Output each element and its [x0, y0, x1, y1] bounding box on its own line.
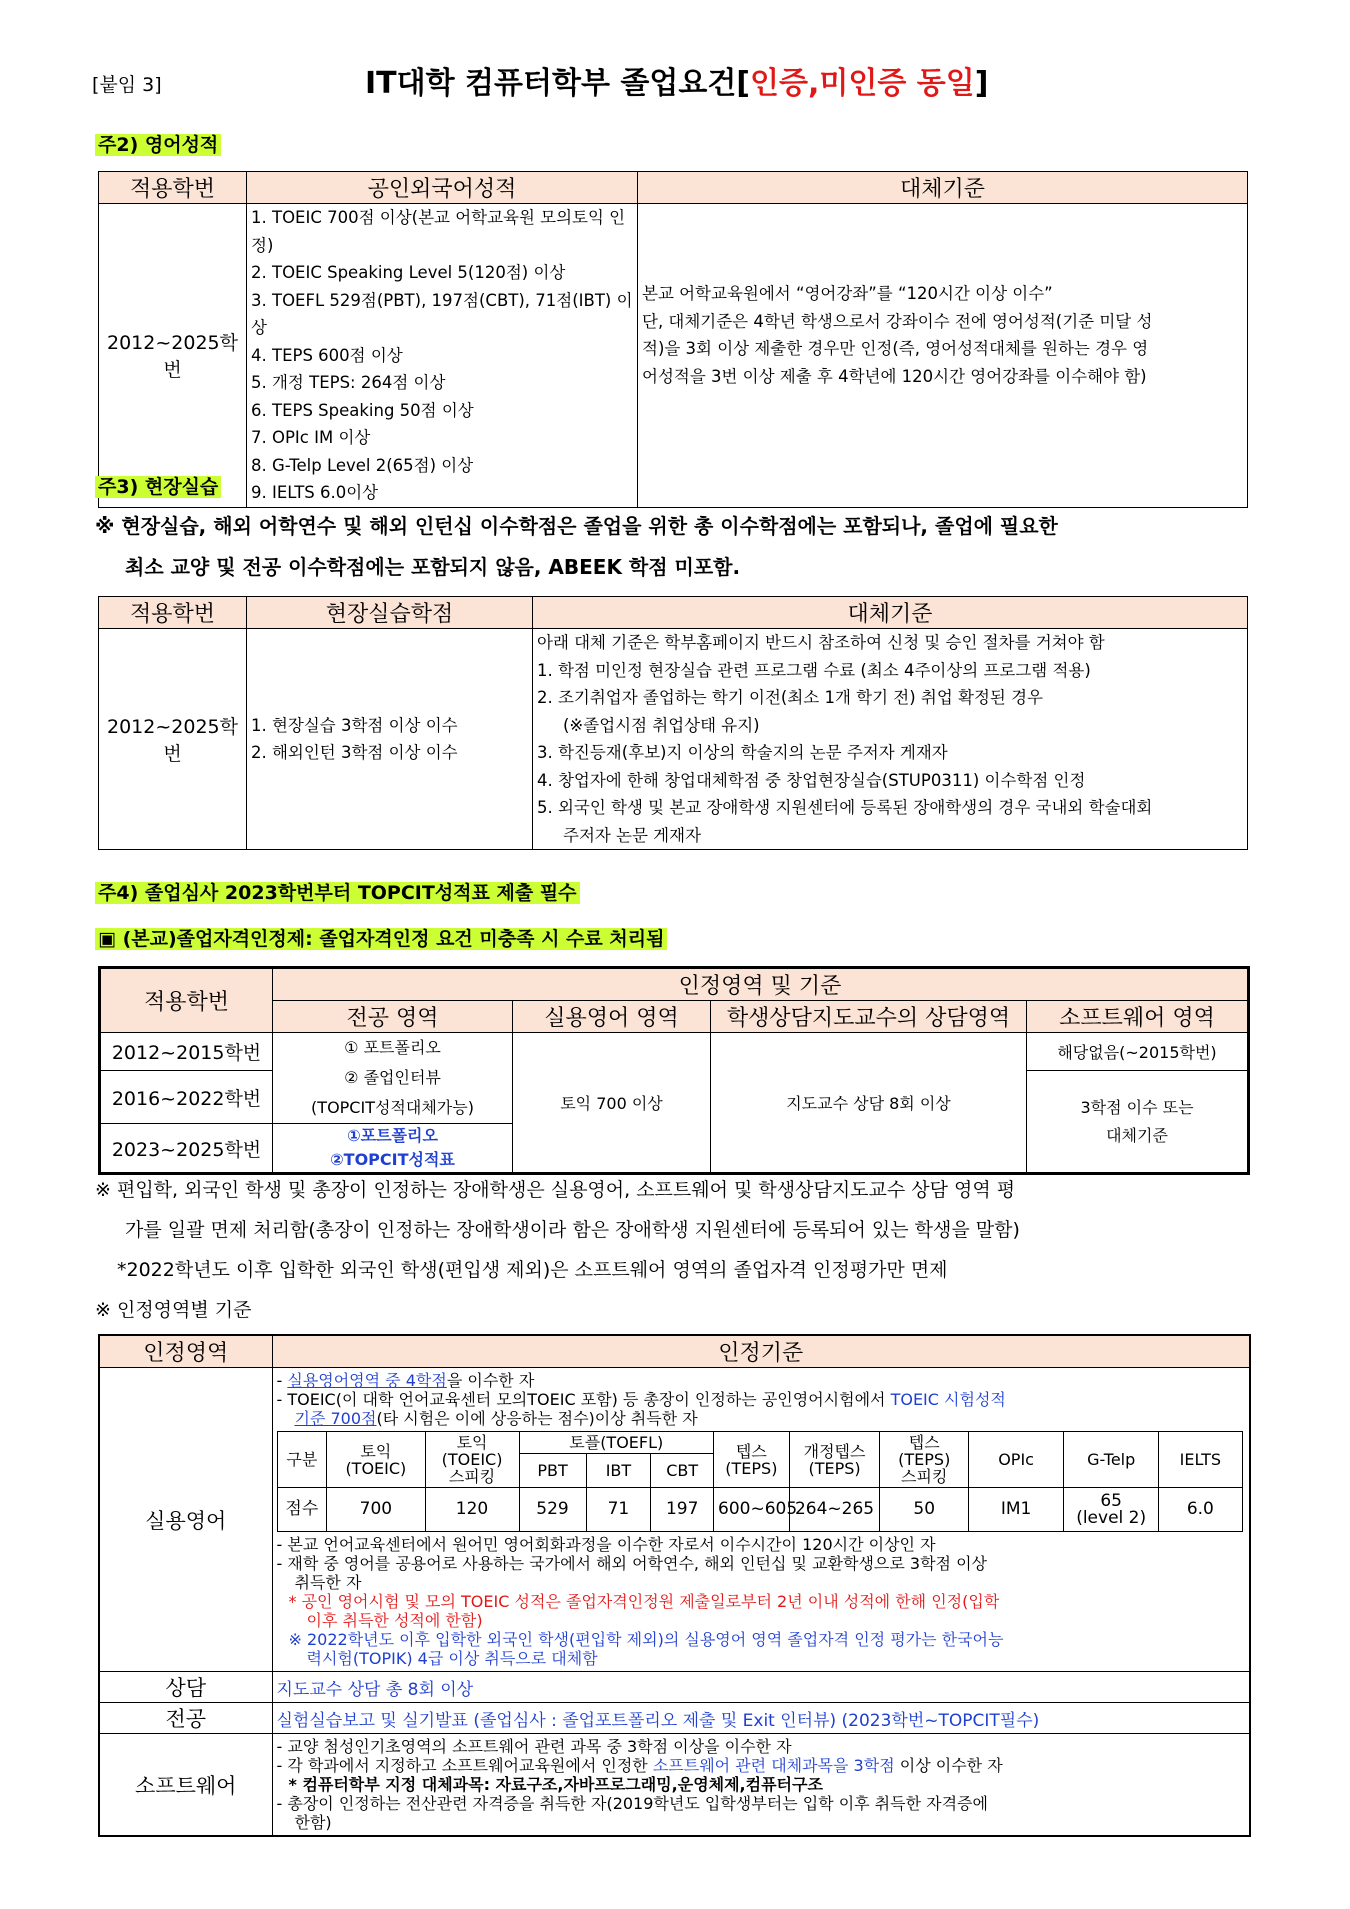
remark-line: ※ 인정영역별 기준	[95, 1299, 252, 1321]
english-area-label: 실용영어	[99, 1368, 272, 1672]
score-value: IM1	[969, 1488, 1064, 1532]
alt-line: 적)을 3회 이상 제출한 경우만 인정(즉, 영어성적대체를 원하는 경우 영	[642, 339, 1149, 359]
counsel-criteria-text: 지도교수 상담 총 8회 이상	[272, 1672, 1250, 1703]
software-line: 한함)	[294, 1813, 332, 1832]
remark-line: 가를 일괄 면제 처리함(총장이 인정하는 장애학생이라 함은 장애학생 지원센터에 등록되어 있는 학생을 말함)	[125, 1219, 1020, 1241]
alt-line: 아래 대체 기준은 학부홈페이지 반드시 참조하여 신청 및 승인 절차를 거쳐야 함	[537, 633, 1105, 652]
test-item: 4. TEPS 600점 이상	[251, 345, 403, 365]
th-alt: 대체기준	[533, 597, 1248, 629]
certification-table	[98, 966, 1250, 1175]
alt-line: 4. 창업자에 한해 창업대체학점 중 창업현장실습(STUP0311) 이수학점 인정	[537, 770, 1086, 790]
software-line: - 각 학과에서 지정하고 소프트웨어교육원에서 인정한	[276, 1756, 653, 1775]
software-line: 이상 이수한 자	[894, 1756, 1003, 1775]
th-credits: 현장실습학점	[247, 597, 533, 629]
english-blue-line: 력시험(TOPIK) 4급 이상 취득으로 대체함	[306, 1649, 598, 1668]
major-old	[273, 1033, 513, 1124]
software-new	[1027, 1071, 1249, 1174]
page-title	[365, 58, 988, 102]
major-item: ②TOPCIT성적표	[330, 1150, 455, 1169]
alt-line: 본교 어학교육원에서 “영어강좌”를 “120시간 이상 이수”	[642, 284, 1053, 304]
english-criteria-cell	[272, 1368, 1250, 1672]
software-line: * 컴퓨터학부 지정 대체과목: 자료구조,자바프로그래밍,운영체제,컴퓨터구조	[288, 1775, 823, 1794]
software-line: - 총장이 인정하는 전산관련 자격증을 취득한 자(2019학년도 입학생부터는 입학 이후 취득한 자격증에	[276, 1794, 988, 1813]
english-line-blue: TOEIC 시험성적	[890, 1390, 1006, 1409]
th-tests: 공인외국어성적	[247, 172, 638, 204]
alt-line: 1. 학점 미인정 현장실습 관련 프로그램 수료 (최소 4주이상의 프로그램 적용)	[537, 660, 1091, 680]
test-item: 3. TOEFL 529점(PBT), 197점(CBT), 71점(IBT) 이상	[251, 290, 633, 337]
alt-line: 2. 조기취업자 졸업하는 학기 이전(최소 1개 학기 전) 취업 확정된 경우	[537, 688, 1043, 707]
alt-line: 단, 대체기준은 4학년 학생으로서 강좌이수 전에 영어성적(기준 미달 성	[642, 311, 1153, 331]
score-h: 토익 (TOEIC) 스피킹	[425, 1432, 519, 1488]
attachment-label: [붙임 3]	[92, 74, 162, 96]
year-row: 2023~2025학번	[100, 1124, 273, 1174]
english-line: - 재학 중 영어를 공용어로 사용하는 국가에서 해외 어학연수, 해외 인턴십 및 교환학생으로 3학점 이상	[276, 1554, 987, 1573]
title-main: IT대학 컴퓨터학부 졸업요건[	[365, 66, 751, 101]
test-item: 1. TOEIC 700점 이상(본교 어학교육원 모의토익 인정)	[251, 208, 626, 255]
score-value: 197	[651, 1488, 714, 1532]
note3-label: 주3) 현장실습	[95, 476, 221, 498]
software-area-label: 소프트웨어	[99, 1734, 272, 1837]
major-item: (TOPCIT성적대체가능)	[311, 1098, 474, 1117]
english-red-line: * 공인 영어시험 및 모의 TOEIC 성적은 졸업자격인정원 제출일로부터 2년 이내 성적에 한해 인정(입학	[288, 1592, 1000, 1611]
score-value: 65 (level 2)	[1064, 1488, 1159, 1532]
score-value: 50	[880, 1488, 969, 1532]
score-value: 700	[327, 1488, 425, 1532]
english-line: 을 이수한 자	[446, 1371, 535, 1390]
note2-year: 2012~2025학번	[99, 204, 247, 508]
year-row: 2016~2022학번	[100, 1071, 273, 1124]
score-value: 264~265	[789, 1488, 880, 1532]
english-red-line: 이후 취득한 성적에 한함)	[306, 1611, 483, 1630]
score-value: 600~605	[714, 1488, 790, 1532]
th-criteria: 인정기준	[272, 1335, 1250, 1368]
remarks	[95, 1170, 1020, 1330]
test-item: 6. TEPS Speaking 50점 이상	[251, 400, 474, 420]
alt-line: 3. 학진등재(후보)지 이상의 학술지의 논문 주저자 게재자	[537, 743, 948, 762]
score-table	[277, 1431, 1243, 1532]
field-practice-table	[98, 596, 1248, 850]
score-h: IBT	[586, 1454, 651, 1488]
score-h: 텝스 (TEPS) 스피킹	[880, 1432, 969, 1488]
test-item: 5. 개정 TEPS: 264점 이상	[251, 373, 446, 392]
th-group: 인정영역 및 기준	[273, 968, 1249, 1001]
score-h: G-Telp	[1064, 1432, 1159, 1488]
major-area-label: 전공	[99, 1703, 272, 1734]
software-line: 대체기준	[1106, 1125, 1168, 1145]
score-h: 토플(TOEFL)	[519, 1432, 714, 1454]
note2-tests	[247, 204, 638, 508]
score-label: 점수	[277, 1488, 327, 1532]
alt-line: 주저자 논문 게재자	[563, 825, 702, 845]
note3-remark	[95, 510, 1058, 580]
remark-line: ※ 현장실습, 해외 어학연수 및 해외 인턴십 이수학점은 졸업을 위한 총 이수학점에는 포함되나, 졸업에 필요한	[95, 514, 1058, 538]
title-end: ]	[974, 66, 989, 101]
credit-item: 2. 해외인턴 3학점 이상 이수	[251, 743, 458, 762]
score-h: 구분	[277, 1432, 327, 1488]
note3-credits	[247, 629, 533, 850]
software-criteria-cell	[272, 1734, 1250, 1837]
english-line: - TOEIC(이 대학 언어교육센터 모의TOEIC 포함) 등 총장이 인정하는 공인영어시험에서	[276, 1390, 891, 1409]
english-criteria: 토익 700 이상	[513, 1033, 711, 1174]
score-h: OPIc	[969, 1432, 1064, 1488]
english-line: (타 시험은 이에 상응하는 점수)이상 취득한 자	[376, 1409, 698, 1428]
score-h: CBT	[651, 1454, 714, 1488]
th-year: 적용학번	[100, 968, 273, 1033]
note2-alt	[638, 204, 1248, 508]
software-old: 해당없음(~2015학번)	[1027, 1033, 1249, 1071]
test-item: 2. TOEIC Speaking Level 5(120점) 이상	[251, 263, 566, 282]
software-line-blue: 소프트웨어 관련 대체과목을 3학점	[652, 1756, 895, 1775]
english-blue-line: ※ 2022학년도 이후 입학한 외국인 학생(편입학 제외)의 실용영어 영역 졸업자격 인정 평가는 한국어능	[288, 1630, 1004, 1649]
note4-label: 주4) 졸업심사 2023학번부터 TOPCIT성적표 제출 필수	[95, 882, 580, 904]
score-value: 120	[425, 1488, 519, 1532]
major-new	[273, 1124, 513, 1174]
th-counsel: 학생상담지도교수의 상담영역	[711, 1001, 1027, 1033]
major-item: ①포트폴리오	[347, 1126, 438, 1145]
remark-line: ※ 편입학, 외국인 학생 및 총장이 인정하는 장애학생은 실용영어, 소프트웨어 및 학생상담지도교수 상담 영역 평	[95, 1179, 1016, 1201]
score-h: PBT	[519, 1454, 586, 1488]
alt-line: 5. 외국인 학생 및 본교 장애학생 지원센터에 등록된 장애학생의 경우 국내외 학술대회	[537, 798, 1153, 817]
major-item: ② 졸업인터뷰	[344, 1068, 441, 1087]
alt-line: (※졸업시점 취업상태 유지)	[563, 715, 760, 735]
score-h: 개정텝스 (TEPS)	[789, 1432, 880, 1488]
th-software: 소프트웨어 영역	[1027, 1001, 1249, 1033]
note3-year: 2012~2025학번	[99, 629, 247, 850]
test-item: 8. G-Telp Level 2(65점) 이상	[251, 455, 474, 475]
alt-line: 어성적을 3번 이상 제출 후 4학년에 120시간 영어강좌를 이수해야 함)	[642, 366, 1147, 386]
remark-line: 최소 교양 및 전공 이수학점에는 포함되지 않음, ABEEK 학점 미포함.	[125, 555, 741, 579]
english-line-blue: 기준 700점	[294, 1409, 377, 1428]
title-red: 인증,미인증 동일	[750, 66, 975, 101]
year-row: 2012~2015학번	[100, 1033, 273, 1071]
english-line: - 본교 언어교육센터에서 원어민 영어회화과정을 이수한 자로서 이수시간이 120시간 이상인 자	[276, 1535, 936, 1554]
test-item: 9. IELTS 6.0이상	[251, 483, 379, 502]
remark-line: *2022학년도 이후 입학한 외국인 학생(편입생 제외)은 소프트웨어 영역의 졸업자격 인정평가만 면제	[117, 1259, 948, 1281]
score-h: IELTS	[1159, 1432, 1242, 1488]
english-line-blue: 실용영어영역 중 4학점	[287, 1371, 447, 1390]
th-major: 전공 영역	[273, 1001, 513, 1033]
criteria-table	[98, 1334, 1251, 1837]
major-criteria-text: 실험실습보고 및 실기발표 (졸업심사 : 졸업포트폴리오 제출 및 Exit 인터뷰) (2023학번~TOPCIT필수)	[272, 1703, 1250, 1734]
major-item: ① 포트폴리오	[344, 1038, 441, 1057]
note2-label: 주2) 영어성적	[95, 134, 221, 156]
th-year: 적용학번	[99, 597, 247, 629]
software-line: - 교양 첨성인기초영역의 소프트웨어 관련 과목 중 3학점 이상을 이수한 자	[276, 1737, 792, 1756]
credit-item: 1. 현장실습 3학점 이상 이수	[251, 715, 458, 735]
software-line: 3학점 이수 또는	[1080, 1097, 1194, 1117]
test-item: 7. OPIc IM 이상	[251, 428, 371, 447]
th-area: 인정영역	[99, 1335, 272, 1368]
score-value: 6.0	[1159, 1488, 1242, 1532]
th-year: 적용학번	[99, 172, 247, 204]
score-value: 71	[586, 1488, 651, 1532]
note3-alt	[533, 629, 1248, 850]
th-english: 실용영어 영역	[513, 1001, 711, 1033]
th-alt: 대체기준	[638, 172, 1248, 204]
english-line: -	[276, 1371, 288, 1390]
counsel-area-label: 상담	[99, 1672, 272, 1703]
english-line: 취득한 자	[294, 1573, 362, 1592]
counsel-criteria: 지도교수 상담 8회 이상	[711, 1033, 1027, 1174]
cert-label: ▣ (본교)졸업자격인정제: 졸업자격인정 요건 미충족 시 수료 처리됨	[95, 928, 667, 950]
score-value: 529	[519, 1488, 586, 1532]
score-h: 텝스 (TEPS)	[714, 1432, 790, 1488]
score-h: 토익 (TOEIC)	[327, 1432, 425, 1488]
english-score-table	[98, 171, 1248, 508]
